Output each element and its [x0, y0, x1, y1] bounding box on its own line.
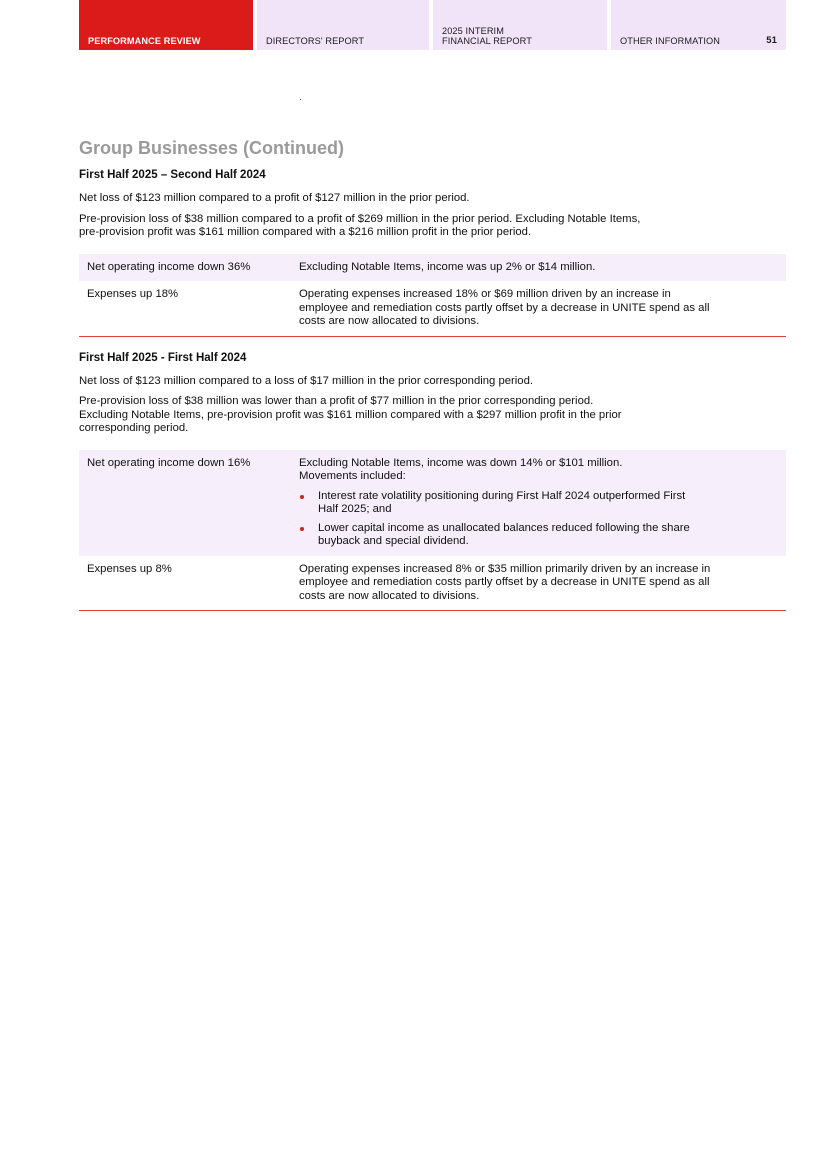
row-label: Net operating income down 16% [79, 450, 291, 556]
tab-label-line1: 2025 INTERIM [442, 26, 504, 36]
list-item [299, 490, 778, 517]
bullet-icon [300, 527, 304, 531]
row-label: Expenses up 8% [87, 562, 172, 575]
section-navigation [79, 0, 786, 50]
tab-directors-report[interactable] [257, 0, 429, 50]
tab-label: DIRECTORS' REPORT [266, 36, 365, 46]
row-line: Operating expenses increased 18% or $69 million driven by an increase in [299, 288, 671, 300]
row-line: costs are now allocated to divisions. [299, 589, 480, 602]
list-item-line: Half 2025; and [318, 503, 392, 515]
bullet-list [299, 490, 778, 549]
stray-dot [300, 99, 301, 100]
page-number: 51 [766, 35, 777, 46]
tab-interim-financial-report[interactable] [433, 0, 607, 50]
list-item [299, 522, 778, 549]
table-row [79, 556, 786, 611]
tab-performance-review[interactable] [79, 0, 253, 50]
tab-other-information[interactable] [611, 0, 786, 50]
row-line: employee and remediation costs partly offset by a decrease in UNITE spend as all [299, 301, 710, 314]
section-heading: First Half 2025 – Second Half 2024 [79, 169, 266, 181]
summary-table [79, 254, 786, 336]
tab-label: PERFORMANCE REVIEW [88, 36, 201, 46]
paragraph-line: Pre-provision loss of $38 million was lower than a profit of $77 million in the prior corresponding period. [79, 395, 594, 407]
row-text [291, 281, 786, 336]
row-text [291, 450, 786, 556]
paragraph-line: Excluding Notable Items, pre-provision profit was $161 million compared with a $297 million profit in the prior [79, 408, 622, 421]
list-item-line: Lower capital income as unallocated balances reduced following the share [318, 521, 690, 534]
row-text [291, 556, 786, 611]
paragraph [79, 395, 786, 436]
page-title: Group Businesses (Continued) [79, 138, 345, 158]
bullet-icon [300, 495, 304, 499]
list-item-line: Interest rate volatility positioning during First Half 2024 outperformed First [318, 489, 686, 502]
table-row [79, 281, 786, 336]
tab-label: OTHER INFORMATION [620, 36, 721, 46]
list-item-line: buyback and special dividend. [318, 535, 469, 547]
tab-row [620, 36, 777, 46]
row-label: Net operating income down 36% [79, 254, 291, 282]
row-label: Expenses up 18% [87, 288, 179, 300]
paragraph: Net loss of $123 million compared to a loss of $17 million in the prior corresponding period. [79, 374, 533, 387]
paragraph [79, 213, 786, 240]
row-line: costs are now allocated to divisions. [299, 315, 480, 327]
table-row [79, 254, 786, 282]
table-divider [79, 336, 786, 337]
row-line: Excluding Notable Items, income was down 14% or $101 million. [299, 456, 623, 469]
row-line: Operating expenses increased 8% or $35 million primarily driven by an increase in [299, 562, 711, 575]
table-divider [79, 610, 786, 611]
section-heading: First Half 2025 - First Half 2024 [79, 351, 247, 364]
paragraph-line: Pre-provision loss of $38 million compared to a profit of $269 million in the prior period. Excluding Notable Items, [79, 212, 641, 225]
row-text: Excluding Notable Items, income was up 2% or $14 million. [291, 254, 786, 282]
row-line: employee and remediation costs partly offset by a decrease in UNITE spend as all [299, 576, 710, 588]
table-row [79, 450, 786, 556]
main-content [79, 137, 786, 625]
paragraph: Net loss of $123 million compared to a profit of $127 million in the prior period. [79, 192, 470, 204]
paragraph-line: pre-provision profit was $161 million compared with a $216 million profit in the prior period. [79, 226, 532, 238]
paragraph-line: corresponding period. [79, 422, 189, 434]
summary-table [79, 450, 786, 611]
row-line: Movements included: [299, 470, 406, 482]
tab-label-line2: FINANCIAL REPORT [442, 36, 532, 46]
